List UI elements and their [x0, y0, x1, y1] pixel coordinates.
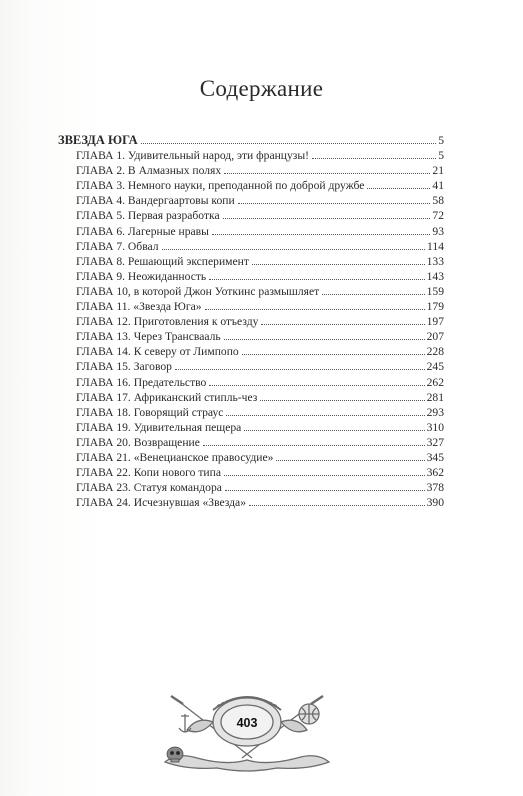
toc-chapter-page: 262 — [426, 375, 444, 389]
toc-chapter-title: ГЛАВА 23. Статуя командора — [76, 481, 222, 495]
toc-leader-dots — [209, 385, 424, 386]
toc-chapter-page: 327 — [426, 435, 444, 449]
toc-chapter-page: 197 — [426, 315, 444, 329]
toc-chapter-entry[interactable] — [58, 480, 444, 495]
toc-leader-dots — [209, 279, 424, 280]
toc-chapter-page: 207 — [426, 330, 444, 344]
toc-leader-dots — [367, 188, 430, 189]
toc-chapter-page: 179 — [426, 300, 444, 314]
toc-chapter-entry[interactable] — [58, 359, 444, 374]
toc-leader-dots — [322, 294, 424, 295]
toc-leader-dots — [249, 505, 425, 506]
toc-leader-dots — [312, 158, 436, 159]
toc-chapter-entry[interactable] — [58, 329, 444, 344]
toc-leader-dots — [226, 415, 424, 416]
toc-chapter-page: 114 — [427, 239, 444, 253]
toc-chapter-list — [58, 148, 444, 510]
toc-chapter-entry[interactable] — [58, 420, 444, 435]
toc-chapter-page: 245 — [426, 360, 444, 374]
toc-chapter-title: ГЛАВА 12. Приготовления к отъезду — [76, 315, 259, 329]
toc-chapter-page: 21 — [432, 164, 444, 178]
toc-leader-dots — [242, 354, 425, 355]
toc-chapter-title: ГЛАВА 18. Говорящий страус — [76, 405, 224, 419]
toc-chapter-entry[interactable] — [58, 405, 444, 420]
toc-chapter-page: 293 — [426, 405, 444, 419]
toc-chapter-title: ГЛАВА 17. Африканский стипль-чез — [76, 390, 258, 404]
toc-chapter-title: ГЛАВА 22. Копи нового типа — [76, 466, 221, 480]
toc-leader-dots — [224, 475, 425, 476]
toc-chapter-entry[interactable] — [58, 299, 444, 314]
toc-chapter-title: ГЛАВА 4. Вандергаартовы копи — [76, 194, 235, 208]
toc-chapter-entry[interactable] — [58, 344, 444, 359]
toc-chapter-title: ГЛАВА 10, в которой Джон Уоткинс размышляет — [76, 284, 320, 298]
toc-chapter-page: 72 — [432, 209, 444, 223]
toc-chapter-title: ГЛАВА 16. Предательство — [76, 375, 207, 389]
toc-leader-dots — [175, 369, 425, 370]
toc-chapter-entry[interactable] — [58, 390, 444, 405]
toc-chapter-entry[interactable] — [58, 193, 444, 208]
toc-chapter-page: 5 — [438, 149, 444, 163]
toc-chapter-title: ГЛАВА 8. Решающий эксперимент — [76, 254, 249, 268]
toc-chapter-title: ГЛАВА 14. К северу от Лимпопо — [76, 345, 239, 359]
toc-book-entry[interactable] — [58, 133, 444, 148]
toc-chapter-entry[interactable] — [58, 163, 444, 178]
toc-chapter-page: 310 — [426, 420, 444, 434]
toc-chapter-title: ГЛАВА 21. «Венецианское правосудие» — [76, 450, 274, 464]
toc-chapter-entry[interactable] — [58, 148, 444, 163]
toc-leader-dots — [260, 400, 424, 401]
toc-chapter-entry[interactable] — [58, 495, 444, 510]
toc-leader-dots — [224, 339, 425, 340]
toc-book-title: ЗВЕЗДА ЮГА — [58, 133, 138, 147]
toc-chapter-page: 378 — [426, 481, 444, 495]
toc-chapter-title: ГЛАВА 11. «Звезда Юга» — [76, 300, 202, 314]
toc-leader-dots — [261, 324, 424, 325]
toc-leader-dots — [223, 218, 431, 219]
toc-chapter-entry[interactable] — [58, 254, 444, 269]
page-title: Содержание — [199, 76, 324, 101]
toc-chapter-page: 58 — [432, 194, 444, 208]
toc-leader-dots — [238, 203, 431, 204]
toc-chapter-page: 41 — [432, 179, 444, 193]
table-of-contents — [58, 133, 444, 510]
toc-leader-dots — [212, 234, 430, 235]
toc-chapter-page: 390 — [426, 496, 444, 510]
toc-chapter-title: ГЛАВА 2. В Алмазных полях — [76, 164, 222, 178]
toc-chapter-page: 93 — [432, 224, 444, 238]
toc-book-page: 5 — [438, 134, 444, 147]
toc-chapter-page: 281 — [426, 390, 444, 404]
toc-leader-dots — [162, 249, 425, 250]
toc-chapter-entry[interactable] — [58, 435, 444, 450]
toc-leader-dots — [203, 445, 425, 446]
toc-chapter-page: 345 — [426, 450, 444, 464]
toc-leader-dots — [141, 143, 436, 144]
page-number: 403 — [236, 716, 258, 730]
toc-chapter-title: ГЛАВА 9. Неожиданность — [76, 269, 207, 283]
toc-chapter-page: 133 — [426, 254, 444, 268]
toc-chapter-entry[interactable] — [58, 269, 444, 284]
toc-chapter-title: ГЛАВА 3. Немного науки, преподанной по доброй дружбе — [76, 179, 365, 193]
toc-chapter-title: ГЛАВА 7. Обвал — [76, 239, 159, 253]
toc-leader-dots — [244, 430, 424, 431]
toc-leader-dots — [276, 460, 424, 461]
toc-chapter-entry[interactable] — [58, 208, 444, 223]
toc-chapter-title: ГЛАВА 24. Исчезнувшая «Звезда» — [76, 496, 247, 510]
toc-chapter-entry[interactable] — [58, 224, 444, 239]
toc-chapter-page: 362 — [426, 466, 444, 480]
toc-chapter-entry[interactable] — [58, 314, 444, 329]
toc-chapter-title: ГЛАВА 13. Через Трансвааль — [76, 330, 221, 344]
toc-chapter-entry[interactable] — [58, 465, 444, 480]
toc-chapter-page: 143 — [426, 269, 444, 283]
toc-leader-dots — [252, 264, 425, 265]
toc-chapter-entry[interactable] — [58, 450, 444, 465]
toc-leader-dots — [224, 173, 430, 174]
toc-chapter-entry[interactable] — [58, 375, 444, 390]
toc-chapter-title: ГЛАВА 19. Удивительная пещера — [76, 420, 242, 434]
toc-chapter-title: ГЛАВА 1. Удивительный народ, эти французы! — [76, 149, 310, 163]
toc-chapter-entry[interactable] — [58, 239, 444, 254]
toc-chapter-title: ГЛАВА 5. Первая разработка — [76, 209, 220, 223]
toc-chapter-page: 228 — [426, 345, 444, 359]
toc-leader-dots — [205, 309, 425, 310]
toc-leader-dots — [225, 490, 425, 491]
toc-chapter-page: 159 — [426, 284, 444, 298]
toc-chapter-title: ГЛАВА 15. Заговор — [76, 360, 172, 374]
toc-chapter-title: ГЛАВА 20. Возвращение — [76, 435, 200, 449]
toc-chapter-entry[interactable] — [58, 178, 444, 193]
toc-chapter-entry[interactable] — [58, 284, 444, 299]
toc-chapter-title: ГЛАВА 6. Лагерные нравы — [76, 224, 209, 238]
